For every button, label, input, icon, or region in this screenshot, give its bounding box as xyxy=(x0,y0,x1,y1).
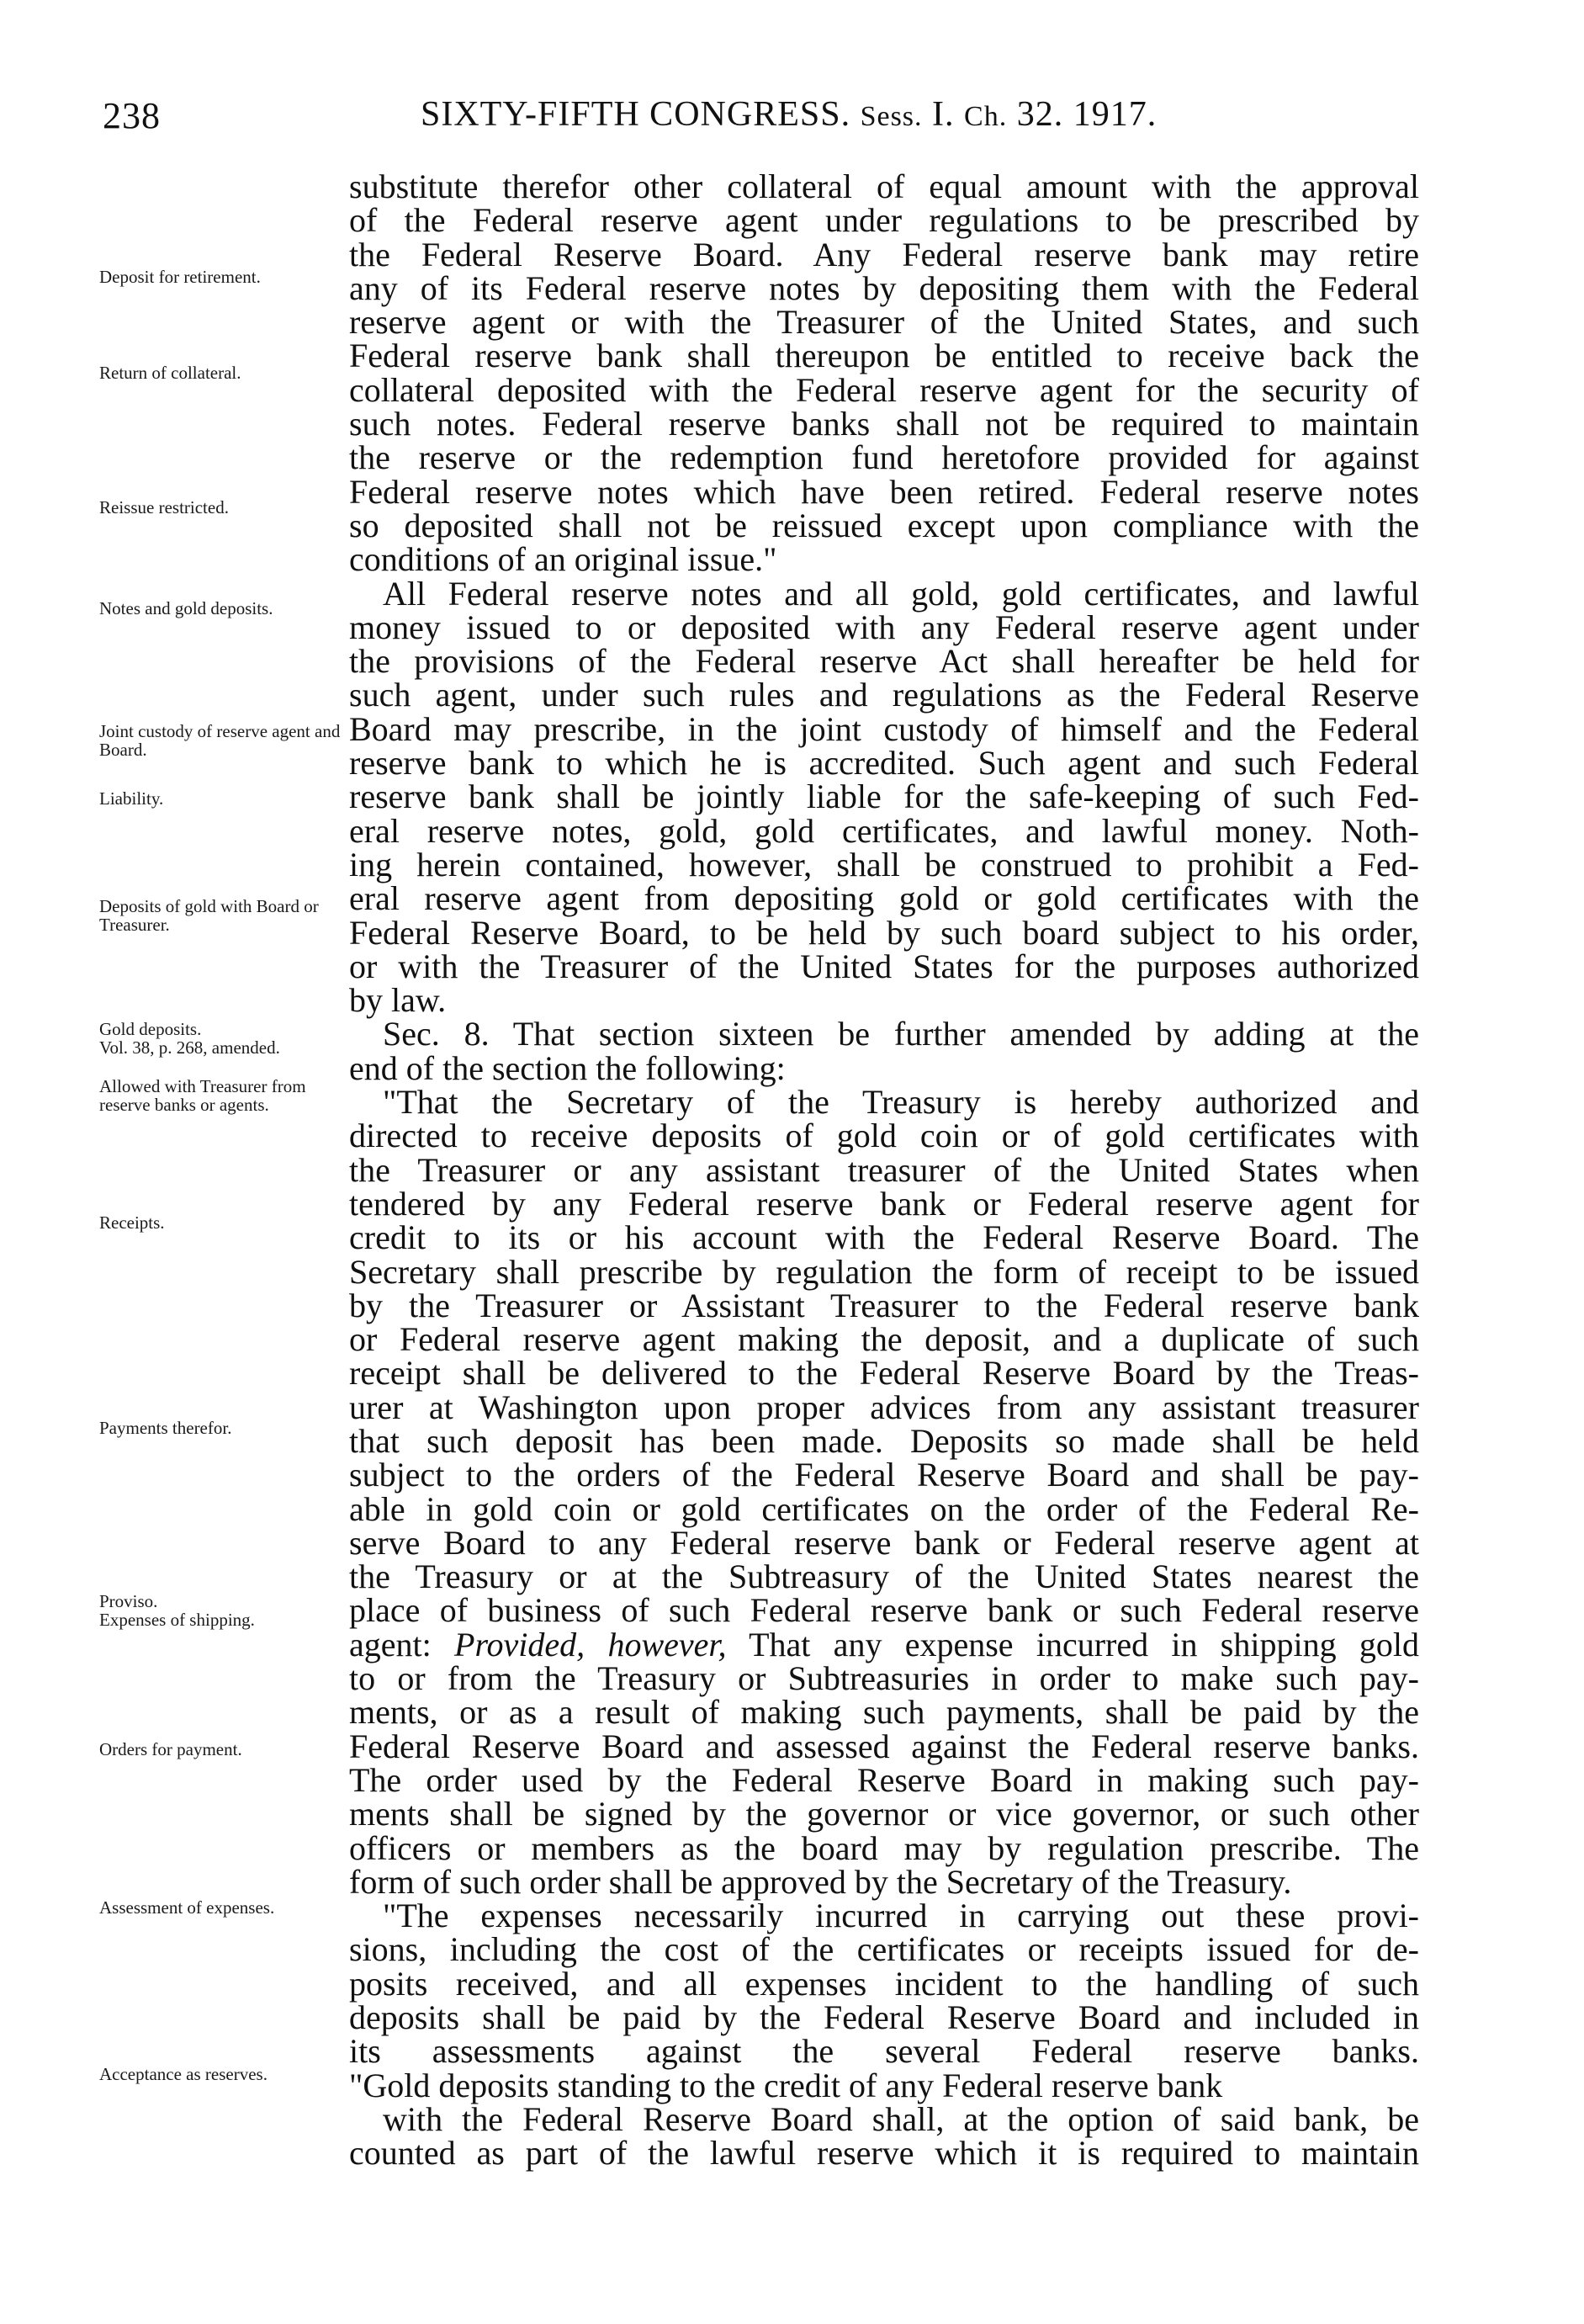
margin-note: Vol. 38, p. 268, amended. xyxy=(99,1037,280,1058)
text-line: the reserve or the redemption fund heretofore provided for against xyxy=(349,438,1419,477)
text-line: The order used by the Federal Reserve Board in making such pay- xyxy=(349,1760,1419,1799)
text-line: Federal reserve bank shall thereupon be entitled to receive back the xyxy=(349,337,1419,375)
text-line: or with the Treasurer of the United States for the purposes authorized xyxy=(349,947,1419,985)
text-line: such agent, under such rules and regulations as the Federal Reserve xyxy=(349,676,1419,714)
text-line: to or from the Treasury or Subtreasuries in order to make such pay- xyxy=(349,1659,1419,1698)
text-line: All Federal reserve notes and all gold, gold certificates, and lawful xyxy=(383,574,1419,613)
running-head-sess: Sess. xyxy=(860,101,923,132)
text-line: end of the section the following: xyxy=(349,1048,786,1087)
text-line: Board may prescribe, in the joint custody of himself and the Federal xyxy=(349,709,1419,748)
text-line: the Treasury or at the Subtreasury of the United States nearest the xyxy=(349,1557,1419,1596)
text-line: officers or members as the board may by regulation prescribe. The xyxy=(349,1828,1419,1867)
text-line: Secretary shall prescribe by regulation the form of receipt to be issued xyxy=(349,1252,1419,1291)
text-line: counted as part of the lawful reserve which it is required to maintain xyxy=(349,2134,1419,2173)
text-line: serve Board to any Federal reserve bank or Federal reserve agent at xyxy=(349,1523,1419,1562)
margin-note: Proviso. xyxy=(99,1591,158,1611)
text-line: Federal Reserve Board, to be held by such board subject to his order, xyxy=(349,913,1419,952)
text-line: or Federal reserve agent making the deposit, and a duplicate of such xyxy=(349,1320,1419,1359)
text-line: any of its Federal reserve notes by depositing them with the Federal xyxy=(349,268,1419,307)
text-line: money issued to or deposited with any Federal reserve agent under xyxy=(349,608,1419,646)
margin-note: Orders for payment. xyxy=(99,1739,242,1759)
text-line: eral reserve notes, gold, gold certificates, and lawful money. Noth- xyxy=(349,811,1419,850)
running-head xyxy=(421,94,1157,135)
text-line: "Gold deposits standing to the credit of any Federal reserve bank xyxy=(349,2066,1223,2104)
text-line: the provisions of the Federal reserve Act shall hereafter be held for xyxy=(349,642,1419,681)
text-line: reserve bank shall be jointly liable for the safe-keeping of such Fed- xyxy=(349,777,1419,816)
text-line: receipt shall be delivered to the Federal Reserve Board by the Treas- xyxy=(349,1354,1419,1393)
margin-note: Deposit for retirement. xyxy=(99,267,261,287)
text-line: its assessments against the several Federal reserve banks. xyxy=(349,2032,1419,2071)
text-line: ments shall be signed by the governor or vice governor, or such other xyxy=(349,1795,1419,1833)
margin-note: Expenses of shipping. xyxy=(99,1610,255,1630)
running-head-mid: I. xyxy=(922,95,965,134)
text-line: urer at Washington upon proper advices from any assistant treasurer xyxy=(349,1388,1419,1426)
margin-note: Reissue restricted. xyxy=(99,497,229,517)
text-line: ments, or as a result of making such payments, shall be paid by the xyxy=(349,1693,1419,1732)
text-line: reserve agent or with the Treasurer of the United States, and such xyxy=(349,303,1419,342)
margin-note: Notes and gold deposits. xyxy=(99,598,273,618)
text-line: Federal Reserve Board and assessed against the Federal reserve banks. xyxy=(349,1727,1419,1765)
text-line: conditions of an original issue." xyxy=(349,540,777,579)
text-line: posits received, and all expenses incident to the handling of such xyxy=(349,1964,1419,2003)
margin-note: Return of collateral. xyxy=(99,363,241,383)
text-line: "That the Secretary of the Treasury is hereby authorized and xyxy=(383,1083,1419,1122)
text-line: so deposited shall not be reissued except upon compliance with the xyxy=(349,506,1419,544)
margin-note: Assessment of expenses. xyxy=(99,1897,275,1918)
text-line xyxy=(349,2171,1419,2205)
text-line: by the Treasurer or Assistant Treasurer to the Federal reserve bank xyxy=(349,1286,1419,1324)
text-line: agent: Provided, however, That any expense incurred in shipping gold xyxy=(349,1625,1419,1663)
text-line: Sec. 8. That section sixteen be further amended by adding at the xyxy=(383,1015,1419,1053)
text-line: with the Federal Reserve Board shall, at the option of said bank, be xyxy=(383,2099,1419,2138)
text-line: eral reserve agent from depositing gold or gold certificates with the xyxy=(349,879,1419,918)
text-line: "The expenses necessarily incurred in carrying out these provi- xyxy=(383,1897,1419,1935)
text-line: subject to the orders of the Federal Reserve Board and shall be pay- xyxy=(349,1456,1419,1494)
text-line: able in gold coin or gold certificates on the order of the Federal Re- xyxy=(349,1489,1419,1528)
text-line: place of business of such Federal reserve bank or such Federal reserve xyxy=(349,1591,1419,1630)
margin-note: Acceptance as reserves. xyxy=(99,2064,268,2084)
text-line: by law. xyxy=(349,981,447,1020)
margin-note: Payments therefor. xyxy=(99,1418,232,1438)
running-head-title: SIXTY-FIFTH CONGRESS. xyxy=(421,95,861,134)
running-head-end: 32. 1917. xyxy=(1007,95,1158,134)
text-line: of the Federal reserve agent under regulations to be prescribed by xyxy=(349,201,1419,240)
text-line: tendered by any Federal reserve bank or Federal reserve agent for xyxy=(349,1184,1419,1223)
margin-note: Liability. xyxy=(99,788,164,809)
text-line: deposits shall be paid by the Federal Reserve Board and included in xyxy=(349,1998,1419,2037)
body-text xyxy=(349,167,1419,2205)
margin-note: Gold deposits. xyxy=(99,1019,202,1039)
text-line: such notes. Federal reserve banks shall not be required to maintain xyxy=(349,405,1419,443)
text-line: credit to its or his account with the Federal Reserve Board. The xyxy=(349,1218,1419,1257)
margin-note: Joint custody of reserve agent and Board. xyxy=(99,721,341,760)
running-head-ch: Ch. xyxy=(964,101,1008,132)
text-line: the Federal Reserve Board. Any Federal reserve bank may retire xyxy=(349,235,1419,273)
text-line: directed to receive deposits of gold coin or of gold certificates with xyxy=(349,1117,1419,1155)
text-line: form of such order shall be approved by the Secretary of the Treasury. xyxy=(349,1862,1292,1901)
text-line: Federal reserve notes which have been retired. Federal reserve notes xyxy=(349,472,1419,511)
margin-note: Deposits of gold with Board or Treasurer. xyxy=(99,896,319,935)
text-line: collateral deposited with the Federal reserve agent for the security of xyxy=(349,370,1419,409)
proviso-phrase: Provided, however, xyxy=(454,1625,727,1663)
text-line: the Treasurer or any assistant treasurer of the United States when xyxy=(349,1150,1419,1189)
page-number: 238 xyxy=(103,95,161,136)
text-line: reserve bank to which he is accredited. Such agent and such Federal xyxy=(349,744,1419,783)
text-line: that such deposit has been made. Deposits so made shall be held xyxy=(349,1421,1419,1460)
margin-note: Allowed with Treasurer from reserve banks or agents. xyxy=(99,1076,306,1115)
text-line: substitute therefor other collateral of equal amount with the approval xyxy=(349,167,1419,205)
margin-note: Receipts. xyxy=(99,1212,165,1233)
text-line: sions, including the cost of the certificates or receipts issued for de- xyxy=(349,1930,1419,1969)
text-line: ing herein contained, however, shall be construed to prohibit a Fed- xyxy=(349,845,1419,883)
